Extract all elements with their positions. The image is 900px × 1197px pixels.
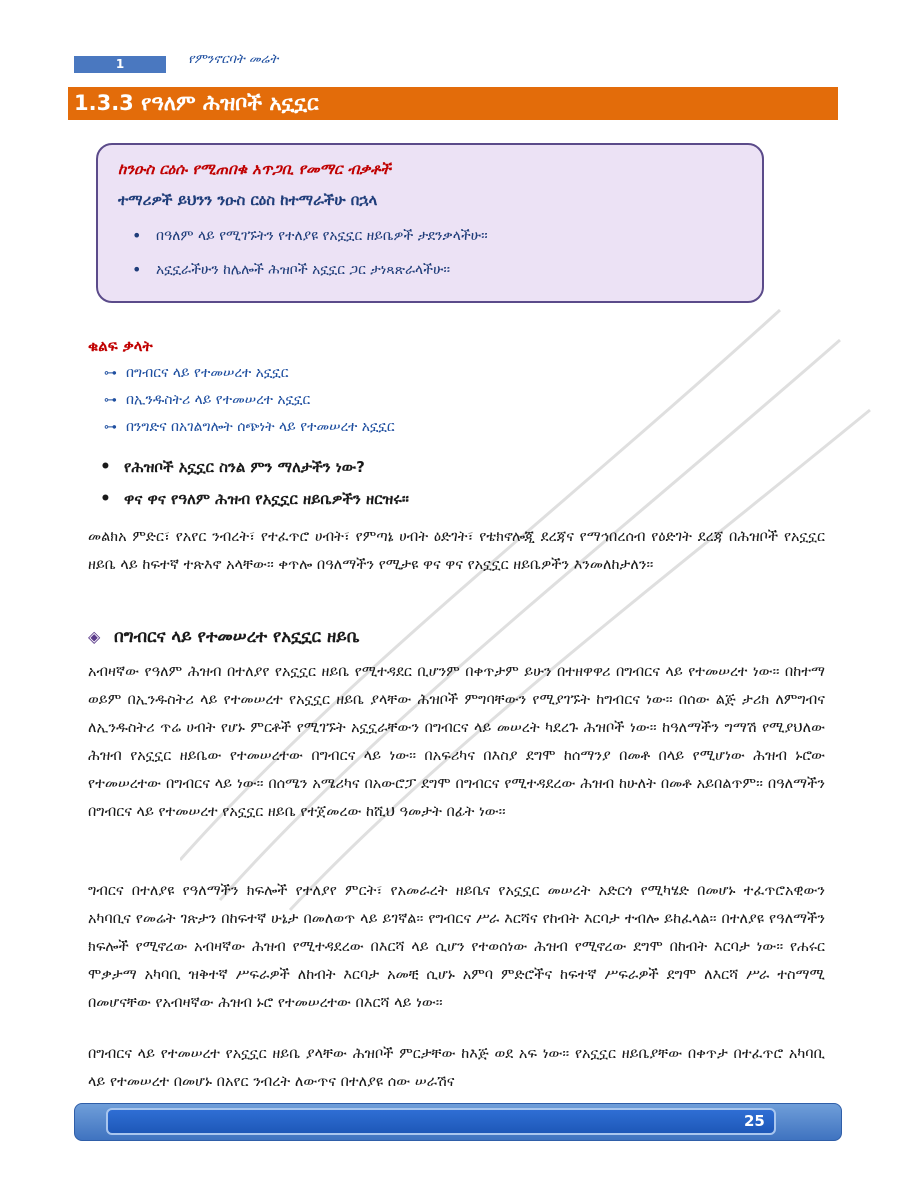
intro-paragraph: መልክአ ምድር፣ የአየር ንብረት፣ የተፈጥሮ ሀብት፣ የምጣኔ ሀብት ዕድገት፣ የቴክኖሎጂ ደረጃና የማኅበረሰብ የዕድገት ደረጃ በሕዝቦች የአኗኗር ዘይቤ ላይ ከፍተኛ ተጽእኖ አላቸው፡፡ ቀጥሎ በዓለማችን የሚታዩ ዋና ዋና የአኗኗር ዘይቤዎችን እንመለከታለን፡፡ xyxy=(88,529,825,573)
objectives-subheading: ተማሪዎች ይህንን ንዑስ ርዕስ ከተማራችሁ በኋላ xyxy=(118,191,378,209)
key-icon: ⊶ xyxy=(104,420,117,435)
body-paragraph: ግብርና በተለያዩ የዓለማችን ክፍሎች የተለያየ ምርት፣ የአመራረት ዘይቤና የአኗኗር መሠረት አድርጎ የሚካሄድ በመሆኑ ተፈጥሮአዊውን አካባቢና የመሬት ገጽታን በከፍተኛ ሁኔታ በመለወጥ ላይ ይገኛል፡፡ የግብርና ሥራ እርሻና የከብት እርባታ ተብሎ ይከፈላል፡፡ በተለያዩ የዓለማችን ክፍሎች የሚኖረው አብዛኛው ሕዝብ የሚተዳደረው በእርሻ ላይ ሲሆን የተወሰነው ሕዝብ የሚኖረው ደግሞ በከብት እርባታ ነው፡፡ የሐሩር ሞቃታማ አካባቢ ዝቅተኛ ሥፍራዎች ለከብት እርባታ አመቺ ሲሆኑ አምባ ምድሮችና ከፍተኛ ሥፍራዎች ደግሞ ለእርሻ ሥራ ተስማሚ በመሆናቸው የአብዛኛው ሕዝብ ኑሮ የተመሠረተው በእርሻ ላይ ነው፡፡ xyxy=(88,883,825,1011)
section-title: 1.3.3 የዓለም ሕዝቦች አኗኗር xyxy=(74,91,319,115)
body-paragraph: አብዛኛው የዓለም ሕዝብ በተለያየ የአኗኗር ዘይቤ የሚተዳደር ቢሆንም በቀጥታም ይሁን በተዘዋዋሪ በግብርና ላይ የተመሠረተ ነው፡፡ በከተማ ወይም በኢንዱስትሪ ላይ የተመሠረተ የአኗኗር ዘይቤ ያላቸው ሕዝቦች ምግባቸውን የሚያገኙት ከግብርና ነው፡፡ በሰው ልጅ ታሪክ ለምግብና ለኢንዱስትሪ ጥሬ ሀብት የሆኑ ምርቶች የሚገኙት አኗኗራቸውን በግብርና ላይ መሠረት ካደረጉ ሕዝቦች ነው፡፡ ከዓለማችን ግማሽ የሚያህለው ሕዝብ የአኗኗር ዘይቤው የተመሠረተው በግብርና ላይ ነው፡፡ በአፍሪካና በእስያ ደግሞ ከሰማንያ በመቶ በላይ የሚሆነው ሕዝብ ኑሮው የተመሠረተው በግብርና ላይ ነው፡፡ በሰሜን አሜሪካና በአውሮፓ ደግሞ በግብርና የሚተዳደረው ሕዝብ ከሁለት በመቶ አይበልጥም፡፡ በዓለማችን በግብርና ላይ የተመሠረተ የአኗኗር ዘይቤ የተጀመረው ከሺህ ዓመታት በፊት ነው፡፡ xyxy=(88,664,825,820)
body-paragraph: በግብርና ላይ የተመሠረተ የአኗኗር ዘይቤ ያላቸው ሕዝቦች ምርታቸው ከእጅ ወደ አፍ ነው፡፡ የአኗኗር ዘይቤያቸው በቀጥታ በተፈጥሮ አካባቢ ላይ የተመሠረተ በመሆኑ በአየር ንብረት ለውጥና በተለያዩ ሰው ሠራሽና xyxy=(88,1046,825,1090)
objective-item: • አኗኗራችሁን ከሌሎች ሕዝቦች አኗኗር ጋር ታነጻጽራላችሁ፡፡ xyxy=(130,260,488,294)
diamond-bullet-icon: ◈ xyxy=(88,627,101,646)
page-number: 25 xyxy=(744,1112,765,1130)
questions-list xyxy=(98,458,409,522)
keywords-list xyxy=(104,365,395,446)
subsection-title: በግብርና ላይ የተመሠረተ የአኗኗር ዘይቤ xyxy=(114,627,360,647)
keyword-label: በንግድና በአገልግሎት ሰጭነት ላይ የተመሠረተ አኗኗር xyxy=(126,419,395,435)
key-icon: ⊶ xyxy=(104,393,117,408)
keyword-label: በግብርና ላይ የተመሠረተ አኗኗር xyxy=(126,365,289,381)
keywords-heading: ቁልፍ ቃላት xyxy=(88,337,153,355)
chapter-title: የምንኖርባት መሬት xyxy=(188,52,279,67)
keyword-label: በኢንዱስትሪ ላይ የተመሠረተ አኗኗር xyxy=(126,392,311,408)
chapter-number: 1 xyxy=(115,57,125,71)
question-item: • ዋና ዋና የዓለም ሕዝብ የአኗኗር ዘይቤዎችን ዘርዝሩ፡፡ xyxy=(98,490,409,522)
keyword-item xyxy=(104,419,395,446)
question-item: • የሕዝቦች አኗኗር ስንል ምን ማለታችን ነው? xyxy=(98,458,409,490)
objectives-list xyxy=(130,226,488,294)
objective-item: • በዓለም ላይ የሚገኙትን የተለያዩ የአኗኗር ዘይቤዎች ታደንቃላችሁ፡፡ xyxy=(130,226,488,260)
subsection-heading xyxy=(88,627,360,647)
objectives-heading: ከንዑስ ርዕሱ የሚጠበቁ አጥጋቢ የመማር ብቃቶች xyxy=(118,160,391,178)
keyword-item xyxy=(104,392,395,419)
footer-inner-band xyxy=(106,1108,776,1135)
keyword-item xyxy=(104,365,395,392)
key-icon: ⊶ xyxy=(104,366,117,381)
